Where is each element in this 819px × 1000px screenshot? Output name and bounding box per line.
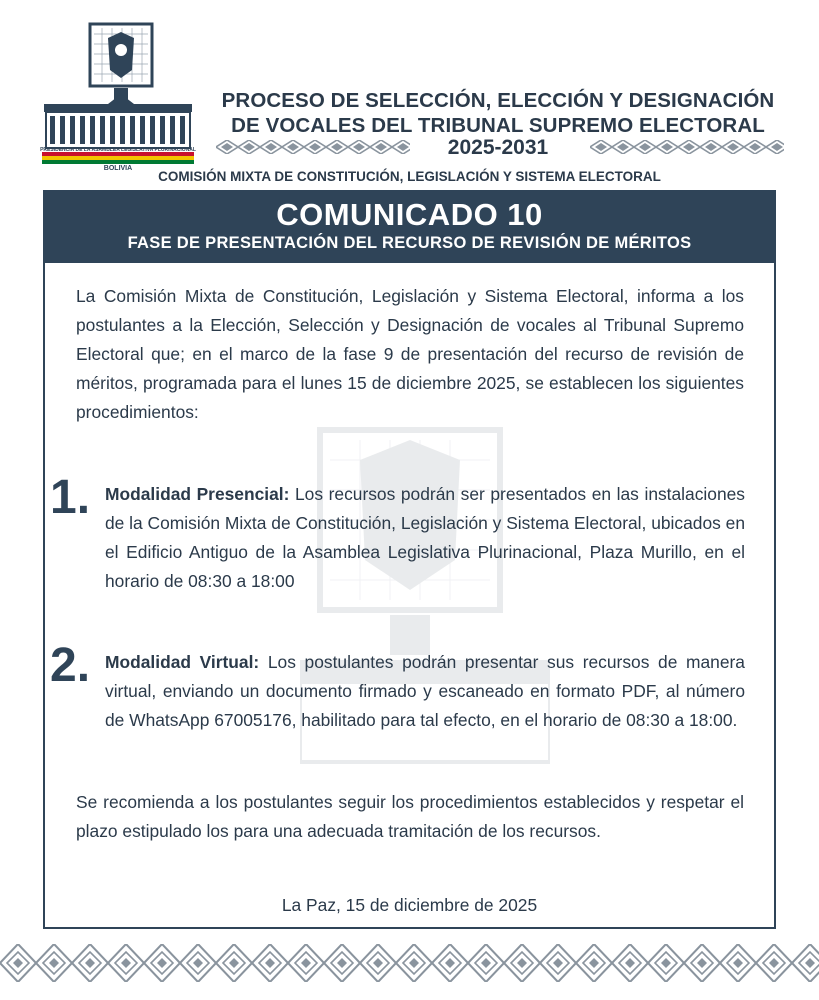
item-body: Los recursos podrán ser presentados en las instalaciones de la Comisión Mixta de Constitución, Legislación y Sistema Electoral, ubicados en el Edificio Antiguo de la Asamblea Legislativa Plurinacional, Plaza Murillo, en el horario de 08:30 a 18:00 <box>105 484 745 591</box>
logo-country: BOLIVIA <box>103 165 133 170</box>
intro-paragraph: La Comisión Mixta de Constitución, Legislación y Sistema Electoral, informa a los postulantes a la Elección, Selección y Designación de vocales al Tribunal Supremo Electoral que; en el marco de la fase 9 de presentación del recurso de revisión de méritos, programada para el lunes 15 de diciembre 2025, se establecen los siguientes procedimientos: <box>76 286 744 422</box>
communique-banner <box>43 190 776 263</box>
process-title <box>212 88 784 138</box>
title-line-1: PROCESO DE SELECCIÓN, ELECCIÓN Y DESIGNACIÓN <box>221 89 775 112</box>
term-years: 2025-2031 <box>447 136 549 159</box>
item-lead: Modalidad Virtual: <box>105 652 260 672</box>
communique-subtitle: FASE DE PRESENTACIÓN DEL RECURSO DE REVISIÓN DE MÉRITOS <box>127 234 692 252</box>
year-row <box>212 136 784 162</box>
closing-paragraph: Se recomienda a los postulantes seguir los procedimientos establecidos y respetar el plazo estipulado los para una adecuada tramitación de los recursos. <box>76 792 744 841</box>
pattern-band-right <box>590 140 784 154</box>
communique-title: COMUNICADO 10 <box>276 197 543 232</box>
title-line-2: DE VOCALES DEL TRIBUNAL SUPREMO ELECTORAL <box>231 114 765 137</box>
logo-caption: PRESIDENCIA DE LA ASAMBLEA LEGISLATIVA PLURINACIONAL <box>40 147 196 153</box>
place-date: La Paz, 15 de diciembre de 2025 <box>281 895 538 915</box>
item-body: Los postulantes podrán presentar sus recursos de manera virtual, enviando un documento firmado y escaneado en formato PDF, al número de WhatsApp 67005176, habilitado para tal efecto, en el horario de 08:30 a 18:00. <box>105 652 745 730</box>
bottom-pattern-band <box>0 944 819 982</box>
item-text <box>105 480 745 596</box>
item-number: 2. <box>50 639 91 692</box>
item-number: 1. <box>50 471 91 524</box>
item-lead: Modalidad Presencial: <box>105 484 290 504</box>
commission-name: COMISIÓN MIXTA DE CONSTITUCIÓN, LEGISLACIÓN Y SISTEMA ELECTORAL <box>158 169 661 184</box>
item-text <box>105 648 745 735</box>
assembly-logo <box>38 20 198 170</box>
